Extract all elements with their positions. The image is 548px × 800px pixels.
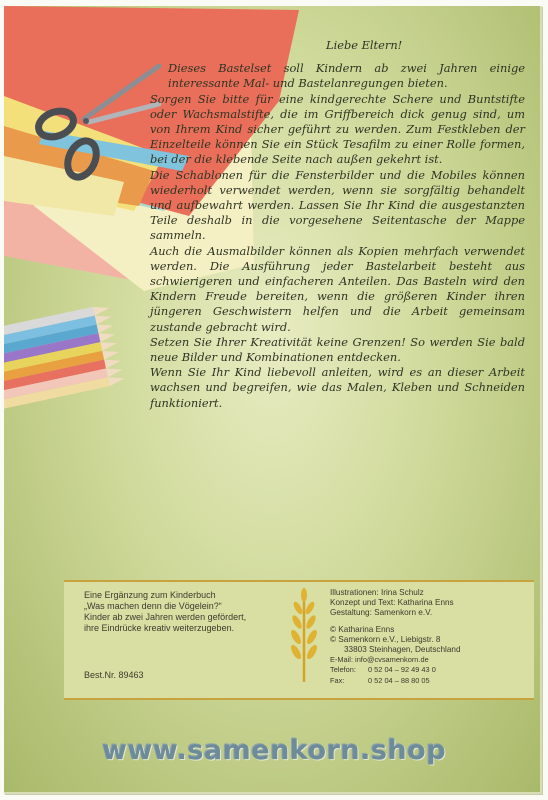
note-line: Eine Ergänzung zum Kinderbuch: [84, 590, 216, 600]
copyright-author: © Katharina Enns: [330, 624, 395, 634]
publisher-city: 33803 Steinhagen, Deutschland: [344, 645, 461, 655]
parent-letter: [150, 38, 525, 411]
letter-paragraph: Sorgen Sie bitte für eine kindgerechte Schere und Buntstifte oder Wachsmalstifte, die im Griffbereich dick genug sind, um von Ihrem Kind sicher geführt zu werden. Zum Festkleben der Einzelteile können Sie ein Stück Tesafilm zu einer Rolle formen, bei der die klebende Seite nach außen gekehrt ist.: [150, 91, 525, 167]
publisher-phone: [330, 665, 530, 675]
fax-number: 0 52 04 – 88 80 05: [368, 675, 430, 685]
publisher-email: E-Mail: info@cvsamenkorn.de: [330, 655, 429, 665]
letter-paragraph: Setzen Sie Ihrer Kreativität keine Grenzen! So werden Sie bald neue Bilder und Kombinationen entdecken.: [150, 334, 525, 365]
letter-paragraph: Die Schablonen für die Fensterbilder und die Mobiles können wiederholt verwendet werden, wenn sie sorgfältig behandelt und aufbewahrt werden. Lassen Sie Ihr Kind die ausgestanzten Teile deshalb in die vorgesehene Seitentasche der Mappe sammeln.: [150, 167, 525, 243]
credits-and-contact: [330, 588, 530, 686]
letter-paragraph: Auch die Ausmalbilder können als Kopien mehrfach verwendet werden. Die Ausführung jeder Bastelarbeit besteht aus schwierigeren und einfacheren Anteilen. Das Basteln wird den Kindern Freude bereiten, wenn die größeren Kinder ihren jüngeren Geschwistern helfen und die Arbeit gemeinsam zustande gebracht wird.: [150, 243, 525, 334]
letter-paragraph: Dieses Bastelset soll Kindern ab zwei Jahren einige interessante Mal- und Bastelanregungen bieten.: [168, 61, 525, 91]
copyright-publisher: © Samenkorn e.V., Liebigstr. 8: [330, 634, 441, 644]
shop-url-watermark: www.samenkorn.shop: [101, 735, 447, 766]
credit-design: Gestaltung: Samenkorn e.V.: [330, 608, 433, 618]
note-line: „Was machen denn die Vögelein?“: [84, 601, 222, 611]
note-line: ihre Eindrücke kreativ weiterzugeben.: [84, 623, 235, 633]
credit-illustrations: Illustrationen: Irina Schulz: [330, 588, 424, 597]
fax-label: Fax:: [330, 675, 345, 685]
credit-concept: Konzept und Text: Katharina Enns: [330, 598, 454, 608]
phone-number: 0 52 04 – 92 49 43 0: [368, 665, 436, 675]
publisher-fax: [330, 676, 530, 686]
letter-paragraph: Wenn Sie Ihr Kind liebevoll anleiten, wird es an dieser Arbeit wachsen und begreifen, wie das Malen, Kleben und Schneiden funktioniert.: [150, 365, 525, 410]
colored-pencils-illustration: [4, 302, 144, 422]
order-number: Best.Nr. 89463: [84, 670, 144, 680]
wheat-logo-icon: [287, 586, 321, 684]
note-line: Kinder ab zwei Jahren werden gefördert,: [84, 612, 247, 622]
scissors-illustration: [34, 64, 164, 194]
book-supplement-note: [84, 590, 294, 634]
phone-label: Telefon:: [330, 665, 356, 675]
letter-greeting: Liebe Eltern!: [326, 38, 403, 52]
